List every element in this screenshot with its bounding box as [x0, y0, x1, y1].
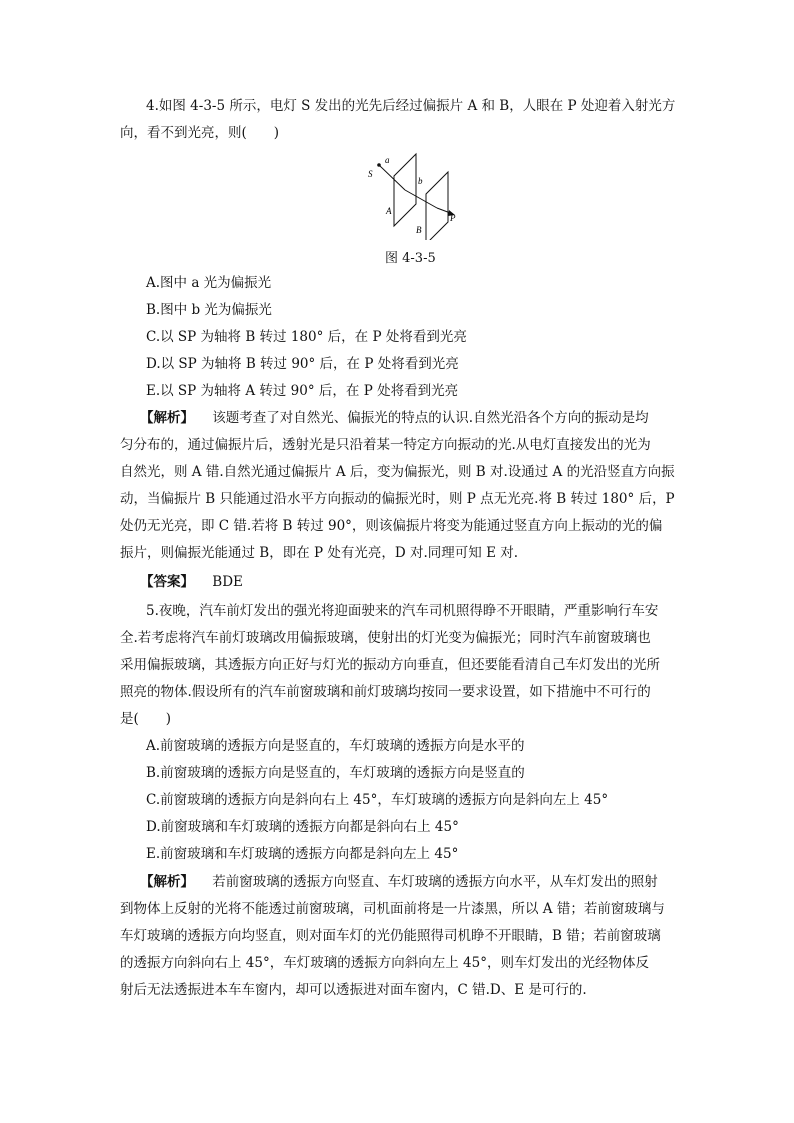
figure-caption: 图 4-3-5 [385, 251, 436, 266]
q4-analysis-line-3: 自然光，则 A 错.自然光通过偏振片 A 后，变为偏振光，则 B 对.设通过 A 的光沿竖直方向振 [120, 464, 675, 480]
label-plate-b: B [416, 225, 422, 235]
q5-option-a: A.前窗玻璃的透振方向是竖直的，车灯玻璃的透振方向是水平的 [146, 738, 525, 754]
q4-analysis-line-4: 动，当偏振片 B 只能通过沿水平方向振动的偏振光时，则 P 点无光亮.将 B 转过 180° 后，P [120, 491, 675, 507]
q4-analysis-tag: 【解析】 [140, 410, 194, 426]
label-plate-a: A [386, 206, 392, 216]
q5-analysis-line-4: 的透振方向斜向右上 45°，车灯玻璃的透振方向斜向左上 45°，则车灯发出的光经物体反 [120, 955, 649, 971]
q5-stem-line-3: 采用偏振玻璃，其透振方向正好与灯光的振动方向垂直，但还要能看清自己车灯发出的光所 [120, 657, 660, 673]
q4-option-d: D.以 SP 为轴将 B 转过 90° 后，在 P 处将看到光亮 [146, 356, 459, 372]
q4-answer-line [140, 572, 243, 592]
q4-stem-line-1: 4.如图 4-3-5 所示，电灯 S 发出的光先后经过偏振片 A 和 B，人眼在 P 处迎着入射光方 [146, 98, 676, 114]
q5-stem-line-4: 照亮的物体.假设所有的汽车前窗玻璃和前灯玻璃均按同一要求设置，如下措施中不可行的 [120, 684, 651, 700]
q5-analysis-line-1 [140, 872, 658, 892]
q4-option-a: A.图中 a 光为偏振光 [146, 275, 272, 291]
q4-answer-value: BDE [212, 574, 243, 590]
q4-analysis-text-1: 该题考查了对自然光、偏振光的特点的认识.自然光沿各个方向的振动是均 [212, 410, 649, 426]
q4-figure-polarizers [360, 150, 470, 240]
q4-analysis-line-1 [140, 408, 649, 428]
q5-analysis-text-1: 若前窗玻璃的透振方向竖直、车灯玻璃的透振方向水平，从车灯发出的照射 [212, 874, 658, 890]
q5-analysis-line-2: 到物体上反射的光将不能透过前窗玻璃，司机面前将是一片漆黑，所以 A 错；若前窗玻璃与 [120, 901, 665, 917]
q4-analysis-line-5: 处仍无光亮，即 C 错.若将 B 转过 90°，则该偏振片将变为能通过竖直方向上振动的光的偏 [120, 518, 663, 534]
q5-stem-line-1: 5.夜晚，汽车前灯发出的强光将迎面驶来的汽车司机照得睁不开眼睛，严重影响行车安 [146, 603, 659, 619]
q4-option-b: B.图中 b 光为偏振光 [146, 302, 272, 318]
ray-b-line [405, 190, 437, 208]
q5-analysis-line-5: 射后无法透振进本车车窗内，却可以透振进对面车窗内，C 错.D、E 是可行的. [120, 982, 587, 998]
q4-answer-tag: 【答案】 [140, 574, 194, 590]
q5-analysis-tag: 【解析】 [140, 874, 194, 890]
q5-analysis-line-3: 车灯玻璃的透振方向均竖直，则对面车灯的光仍能照得司机睁不开眼睛，B 错；若前窗玻璃 [120, 928, 661, 944]
q4-stem-line-2: 向，看不到光亮，则( ) [120, 125, 280, 141]
q4-option-c: C.以 SP 为轴将 B 转过 180° 后，在 P 处将看到光亮 [146, 329, 467, 345]
q5-option-d: D.前窗玻璃和车灯玻璃的透振方向都是斜向右上 45° [146, 819, 459, 835]
q5-stem-line-5: 是( ) [120, 711, 172, 727]
q5-option-c: C.前窗玻璃的透振方向是斜向右上 45°，车灯玻璃的透振方向是斜向左上 45° [146, 792, 609, 808]
q5-stem-line-2: 全.若考虑将汽车前灯玻璃改用偏振玻璃，使射出的灯光变为偏振光；同时汽车前窗玻璃也 [120, 630, 651, 646]
q4-option-e: E.以 SP 为轴将 A 转过 90° 后，在 P 处将看到光亮 [146, 383, 459, 399]
polarizer-diagram [360, 150, 470, 240]
q4-analysis-line-2: 匀分布的，通过偏振片后，透射光是只沿着某一特定方向振动的光.从电灯直接发出的光为 [120, 437, 651, 453]
q4-analysis-line-6: 振片，则偏振光能通过 B，即在 P 处有光亮，D 对.同理可知 E 对. [120, 545, 519, 561]
q5-option-e: E.前窗玻璃和车灯玻璃的透振方向都是斜向左上 45° [146, 846, 459, 862]
label-p: P [450, 213, 456, 223]
label-b: b [418, 176, 423, 186]
label-a: a [385, 155, 390, 165]
q5-option-b: B.前窗玻璃的透振方向是竖直的，车灯玻璃的透振方向是竖直的 [146, 765, 525, 781]
ray-a-line [380, 166, 405, 190]
label-s: S [368, 169, 373, 179]
polarizer-b-plate [426, 172, 448, 240]
